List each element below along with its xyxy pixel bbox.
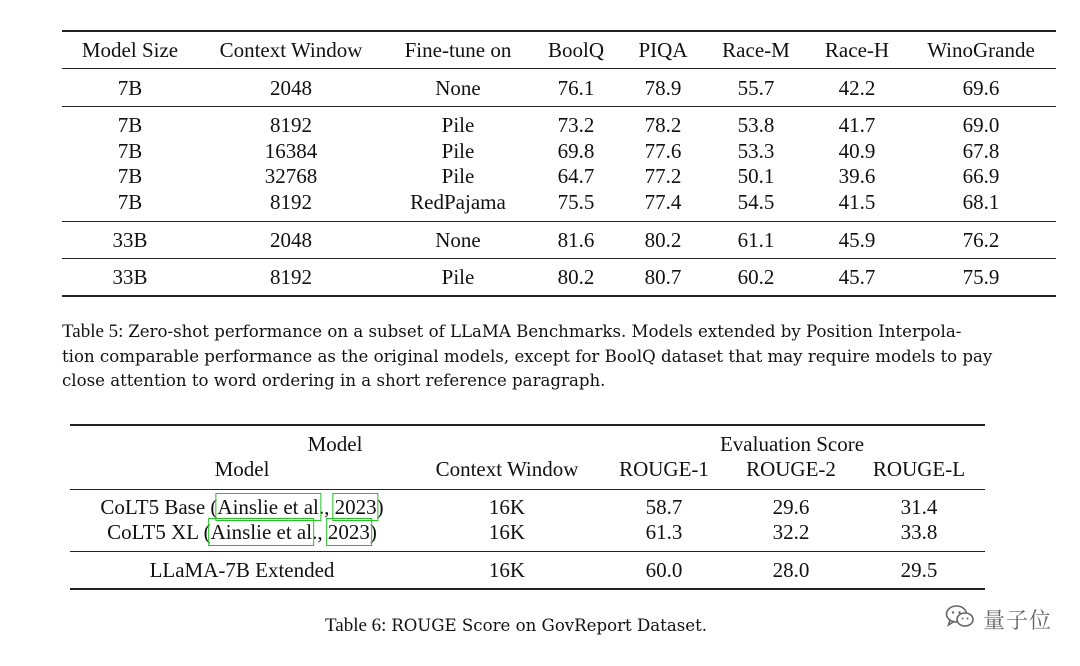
table5-header-piqa: PIQA <box>638 38 688 62</box>
cell-context-window: 2048 <box>270 76 312 100</box>
model-name-sep: ., <box>312 520 328 544</box>
caption-line: close attention to word ordering in a short reference paragraph. <box>62 371 606 390</box>
model-name-text: CoLT5 XL ( <box>107 520 211 544</box>
model-name-close: ) <box>376 495 384 519</box>
cell-race-h: 39.6 <box>838 164 876 188</box>
table6-header-rouge-l: ROUGE-L <box>872 457 966 481</box>
cell-model: LLaMA-7B Extended <box>149 558 335 582</box>
model-name-text: CoLT5 Base ( <box>100 495 218 519</box>
cell-model-size: 33B <box>112 265 148 289</box>
cell-context-window: 8192 <box>270 113 312 137</box>
watermark-text: 量子位 <box>982 609 1052 634</box>
table5-header-model-size: Model Size <box>81 38 179 62</box>
table5-top-rule <box>62 30 1056 32</box>
watermark <box>945 604 1052 635</box>
table5-group-rule-3 <box>62 258 1056 259</box>
cell-context-window: 16384 <box>264 139 318 163</box>
model-name-sep: ., <box>318 495 335 519</box>
cell-winogrande: 76.2 <box>962 228 1000 252</box>
cell-context-window: 8192 <box>270 190 312 214</box>
cell-context-window: 2048 <box>270 228 312 252</box>
table5-header-rule <box>62 68 1056 69</box>
cell-piqa: 78.2 <box>644 113 682 137</box>
table5-bottom-rule <box>62 295 1056 297</box>
table5-group-rule-1 <box>62 106 1056 107</box>
cell-race-h: 42.2 <box>838 76 876 100</box>
caption-line: tion comparable performance as the original models, except for BoolQ dataset that may require models to pay <box>62 346 993 366</box>
table5-group-rule-2 <box>62 221 1056 222</box>
cell-context-window: 16K <box>488 558 526 582</box>
cell-race-h: 41.5 <box>838 190 876 214</box>
table5-header-winogrande: WinoGrande <box>927 38 1035 62</box>
cell-rouge-l: 29.5 <box>900 558 938 582</box>
caption-label: Table 5: <box>62 321 124 342</box>
cell-race-m: 61.1 <box>737 228 775 252</box>
table6-group-header-eval: Evaluation Score <box>719 432 865 456</box>
table6-header-rouge-1: ROUGE-1 <box>619 457 709 481</box>
cell-model-size: 7B <box>117 190 143 214</box>
cell-race-m: 55.7 <box>737 76 775 100</box>
caption-label: Table 6: <box>325 615 387 636</box>
cell-piqa: 80.2 <box>644 228 682 252</box>
citation-author-link[interactable]: Ainslie et al <box>210 520 313 544</box>
cell-fine-tune: Pile <box>441 164 475 188</box>
cell-rouge-l: 33.8 <box>900 520 938 544</box>
cell-model-size: 33B <box>112 228 148 252</box>
cell-race-m: 54.5 <box>737 190 775 214</box>
cell-race-h: 45.9 <box>838 228 876 252</box>
cell-rouge-1: 60.0 <box>645 558 683 582</box>
cell-race-m: 53.3 <box>737 139 775 163</box>
cell-rouge-1: 58.7 <box>645 495 683 519</box>
cell-rouge-2: 28.0 <box>772 558 810 582</box>
cell-boolq: 75.5 <box>557 190 595 214</box>
cell-race-m: 60.2 <box>737 265 775 289</box>
cell-fine-tune: None <box>435 76 481 100</box>
cell-rouge-2: 29.6 <box>772 495 810 519</box>
cell-race-h: 41.7 <box>838 113 876 137</box>
table5-header-fine-tune: Fine-tune on <box>404 38 512 62</box>
citation-year-link[interactable]: 2023 <box>327 520 370 544</box>
table-5 <box>0 0 1080 300</box>
table6-caption <box>325 614 707 639</box>
cell-model-size: 7B <box>117 139 143 163</box>
cell-context-window: 8192 <box>270 265 312 289</box>
table5-caption <box>62 320 992 394</box>
table6-header-model: Model <box>214 457 270 481</box>
cell-race-h: 45.7 <box>838 265 876 289</box>
cell-race-h: 40.9 <box>838 139 876 163</box>
cell-winogrande: 68.1 <box>962 190 1000 214</box>
cell-model-size: 7B <box>117 113 143 137</box>
cell-boolq: 69.8 <box>557 139 595 163</box>
table6-header-context-window: Context Window <box>435 457 579 481</box>
table6-group-header-model: Model <box>307 432 363 456</box>
cell-fine-tune: None <box>435 228 481 252</box>
model-name-close: ) <box>369 520 377 544</box>
cell-piqa: 77.2 <box>644 164 682 188</box>
table5-header-race-h: Race-H <box>824 38 890 62</box>
table5-header-boolq: BoolQ <box>547 38 605 62</box>
table5-header-race-m: Race-M <box>722 38 790 62</box>
cell-boolq: 81.6 <box>557 228 595 252</box>
table5-header-context-window: Context Window <box>219 38 363 62</box>
cell-piqa: 77.4 <box>644 190 682 214</box>
cell-model <box>100 497 383 518</box>
cell-winogrande: 67.8 <box>962 139 1000 163</box>
cell-winogrande: 69.0 <box>962 113 1000 137</box>
cell-winogrande: 66.9 <box>962 164 1000 188</box>
cell-fine-tune: RedPajama <box>410 190 506 214</box>
cell-fine-tune: Pile <box>441 265 475 289</box>
cell-boolq: 64.7 <box>557 164 595 188</box>
cell-boolq: 76.1 <box>557 76 595 100</box>
caption-text: Zero-shot performance on a subset of LLaMA Benchmarks. Models extended by Position Interpola- <box>128 322 962 341</box>
table-6 <box>0 400 1080 600</box>
cell-context-window: 32768 <box>264 164 318 188</box>
table6-header-rouge-2: ROUGE-2 <box>746 457 836 481</box>
cell-boolq: 80.2 <box>557 265 595 289</box>
caption-text: ROUGE Score on GovReport Dataset. <box>391 616 708 635</box>
cell-model-size: 7B <box>117 164 143 188</box>
cell-model <box>107 522 377 543</box>
cell-winogrande: 69.6 <box>962 76 1000 100</box>
cell-piqa: 77.6 <box>644 139 682 163</box>
cell-context-window: 16K <box>488 520 526 544</box>
cell-context-window: 16K <box>488 495 526 519</box>
cell-model-size: 7B <box>117 76 143 100</box>
cell-race-m: 53.8 <box>737 113 775 137</box>
citation-author-link[interactable]: Ainslie et al <box>217 495 319 519</box>
cell-winogrande: 75.9 <box>962 265 1000 289</box>
cell-piqa: 80.7 <box>644 265 682 289</box>
cell-race-m: 50.1 <box>737 164 775 188</box>
table6-group-rule <box>70 551 985 552</box>
table6-top-rule <box>70 424 985 426</box>
cell-boolq: 73.2 <box>557 113 595 137</box>
cell-rouge-l: 31.4 <box>900 495 938 519</box>
cell-rouge-1: 61.3 <box>645 520 683 544</box>
cell-fine-tune: Pile <box>441 139 475 163</box>
table6-header-rule <box>70 489 985 490</box>
wechat-icon <box>945 604 975 635</box>
cell-rouge-2: 32.2 <box>772 520 810 544</box>
cell-fine-tune: Pile <box>441 113 475 137</box>
caption-line <box>62 320 992 345</box>
citation-year-link[interactable]: 2023 <box>334 495 377 519</box>
table6-bottom-rule <box>70 588 985 590</box>
cell-piqa: 78.9 <box>644 76 682 100</box>
